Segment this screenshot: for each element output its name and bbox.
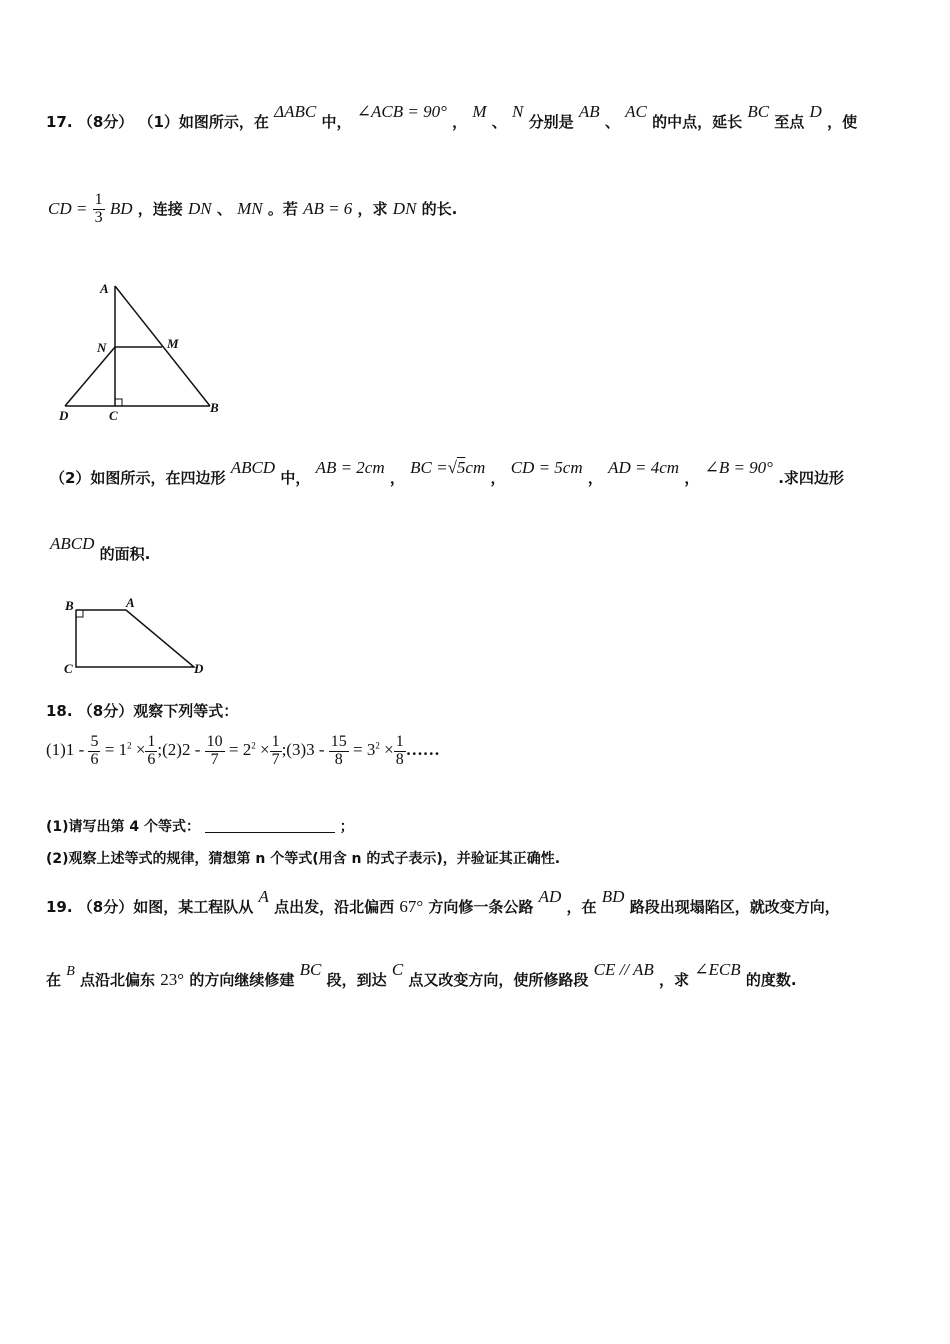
frac-num: 1 — [147, 733, 156, 750]
q17-text: 、 — [216, 199, 232, 218]
eq-part: ;(2)2 - — [157, 740, 201, 760]
label-b: B — [65, 598, 74, 613]
math-a: A — [258, 887, 269, 906]
q18-header: 18. （8分）观察下列等式： — [46, 702, 239, 720]
frac-den: 6 — [147, 750, 156, 768]
fraction — [205, 734, 225, 769]
q17-text: ，求 — [357, 199, 388, 218]
frac-den: 8 — [334, 750, 343, 768]
math-cd5: CD = 5cm — [510, 458, 583, 477]
frac-den: 7 — [271, 750, 280, 768]
math-bd: BD — [109, 198, 133, 218]
q17-text: 至点 — [774, 113, 805, 131]
q17-text: ， — [452, 113, 468, 131]
exponent: 2 — [127, 740, 132, 751]
fraction — [88, 734, 100, 769]
bc-unit: cm — [465, 458, 486, 477]
label-b: B — [210, 400, 219, 415]
q17-text: 、 — [604, 113, 620, 131]
bc-radicand: 5 — [456, 458, 466, 477]
exponent: 2 — [375, 740, 380, 751]
math-ad4: AD = 4cm — [608, 458, 680, 477]
math-triangle-abc: ΔABC — [274, 102, 317, 121]
quad-outline — [76, 610, 194, 667]
times-sign: × — [384, 740, 394, 760]
math-ac: AC — [625, 102, 647, 121]
q18-sub2: (2)观察上述等式的规律，猜想第 n 个等式(用含 n 的式子表示)，并验证其正确性. — [46, 851, 561, 867]
label-d: D — [59, 408, 69, 423]
label-m: M — [167, 336, 179, 351]
math-d: D — [809, 102, 822, 121]
frac-den: 6 — [90, 750, 99, 768]
q17-text: （1）如图所示，在 — [138, 113, 269, 131]
q19-text: 点出发，沿北偏西 — [274, 898, 395, 916]
q19-line1 — [46, 887, 906, 917]
q19-text: 段，到达 — [326, 971, 387, 989]
q17-text: ， — [389, 469, 405, 487]
frac-den: 7 — [210, 750, 219, 768]
q17-number: 17. — [46, 113, 73, 131]
math-ab2: AB = 2cm — [315, 458, 385, 477]
answer-blank[interactable] — [205, 818, 335, 833]
math-angle-ecb: ∠ECB — [694, 960, 741, 979]
math-b: B — [66, 964, 75, 979]
math-abcd: ABCD — [50, 534, 95, 553]
frac-num: 1 — [94, 191, 103, 208]
math-angle-b: ∠B = 90° — [704, 458, 773, 477]
q18-sub1 — [46, 818, 906, 836]
math-ce-parallel-ab: CE // AB — [593, 960, 654, 979]
math-23deg: 23° — [160, 970, 185, 989]
q17-text: ， — [587, 469, 603, 487]
q19-text: 点沿北偏东 — [80, 971, 156, 989]
eq-part: = 3 — [353, 740, 376, 760]
q17-line1 — [46, 102, 906, 132]
q17-text: ， — [684, 469, 700, 487]
line-dn — [65, 347, 115, 406]
math-bc-root5: BC =√5cm — [410, 458, 486, 477]
label-c: C — [109, 408, 118, 423]
math-dn: DN — [392, 198, 417, 218]
label-a: A — [100, 281, 109, 296]
math-cd: CD = — [48, 198, 88, 218]
q17-score: （8分） — [77, 113, 134, 131]
q17-text: 的面积. — [99, 545, 151, 563]
frac-num: 1 — [271, 733, 280, 750]
q19-text: 19. （8分）如图，某工程队从 — [46, 898, 254, 916]
q17-text: 的长. — [421, 199, 458, 218]
q17-part2-line1 — [50, 458, 906, 488]
right-angle-mark — [115, 399, 122, 406]
q17-part2-line2 — [50, 534, 906, 564]
q19-text: 在 — [46, 971, 62, 989]
eq-part: (1)1 - — [46, 740, 85, 760]
q17-text: .求四边形 — [778, 469, 844, 487]
q17-text: 分别是 — [528, 113, 574, 131]
q19-text: 路段出现塌陷区，就改变方向， — [629, 898, 840, 916]
label-a: A — [126, 595, 135, 610]
math-bc: BC — [299, 960, 322, 979]
q19-line2 — [46, 960, 906, 991]
math-dn: DN — [187, 198, 212, 218]
frac-num: 1 — [395, 733, 404, 750]
figure-quadrilateral — [58, 592, 218, 682]
times-sign: × — [259, 740, 270, 760]
q17-text: 、 — [491, 113, 507, 131]
label-n: N — [97, 340, 107, 355]
q18-sub1-end: ； — [339, 819, 354, 835]
q19-text: 方向修一条公路 — [428, 898, 534, 916]
math-ab: AB — [578, 102, 600, 121]
q19-text: ，求 — [659, 971, 690, 989]
math-c: C — [391, 960, 404, 979]
label-c: C — [64, 661, 73, 676]
q19-text: 点又改变方向，使所修路段 — [408, 971, 589, 989]
line-ab — [115, 286, 210, 406]
q17-text: ，使 — [827, 113, 858, 131]
fraction — [329, 734, 349, 769]
eq-part: = 2 — [228, 740, 252, 760]
math-67deg: 67° — [399, 897, 424, 916]
right-angle-mark — [76, 610, 83, 617]
math-bd: BD — [601, 887, 625, 906]
q17-line2 — [48, 192, 906, 227]
frac-num: 10 — [206, 733, 223, 750]
math-abcd: ABCD — [230, 458, 276, 477]
eq-part: ;(3)3 - — [281, 740, 325, 760]
eq-part: = 1 — [104, 740, 128, 760]
q17-text: 的中点，延长 — [652, 113, 743, 131]
frac-den: 3 — [94, 208, 103, 226]
times-sign: × — [135, 740, 146, 760]
math-n: N — [512, 102, 524, 121]
q19-text: 的度数. — [745, 971, 797, 989]
q17-text: （2）如图所示，在四边形 — [50, 469, 226, 487]
frac-den: 8 — [395, 750, 404, 768]
q17-text: ，连接 — [137, 199, 183, 218]
math-mn: MN — [237, 198, 263, 218]
fraction — [394, 734, 406, 769]
fraction-one-third — [93, 192, 105, 227]
q17-text: ， — [490, 469, 506, 487]
bc-pre: BC = — [410, 458, 448, 477]
figure-triangle — [50, 272, 240, 432]
math-angle-acb: ∠ACB = 90° — [356, 102, 447, 121]
q18-equations — [46, 734, 440, 769]
fraction — [270, 734, 282, 769]
math-bc: BC — [747, 102, 770, 121]
math-m: M — [472, 102, 487, 121]
exponent: 2 — [251, 740, 256, 751]
q17-text: 中， — [280, 469, 311, 487]
frac-num: 5 — [90, 733, 99, 750]
fraction — [145, 734, 157, 769]
math-ad: AD — [538, 887, 562, 906]
math-ab6: AB = 6 — [303, 198, 353, 218]
q19-text: 的方向继续修建 — [189, 971, 295, 989]
label-d: D — [194, 661, 204, 676]
q19-text: ，在 — [566, 898, 597, 916]
frac-num: 15 — [330, 733, 347, 750]
q17-text: 中， — [321, 113, 352, 131]
ellipsis: …… — [405, 740, 440, 760]
q17-text: 。若 — [267, 199, 298, 218]
q18-sub1-text: (1)请写出第 4 个等式： — [46, 819, 201, 835]
